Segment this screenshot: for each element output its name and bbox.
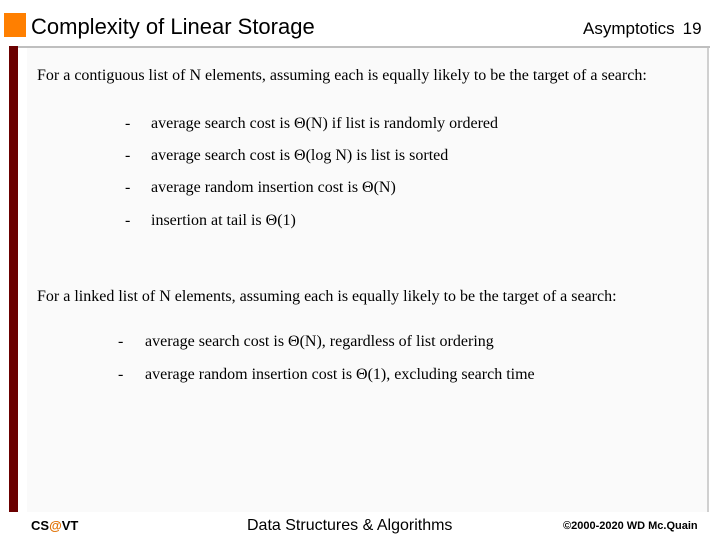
footer-course-label xyxy=(31,518,78,534)
footer-cs: CS xyxy=(31,518,50,533)
bullet-text: average random insertion cost is Θ(N) xyxy=(151,179,396,196)
orange-accent-square xyxy=(4,13,26,37)
footer-course-title: Data Structures & Algorithms xyxy=(247,517,453,534)
contiguous-intro: For a contiguous list of N elements, assuming each is equally likely to be the target of a search: xyxy=(37,67,647,84)
bullet-marker: - xyxy=(125,179,131,196)
left-accent-bar xyxy=(9,46,18,512)
footer-vt: VT xyxy=(61,518,79,533)
slide-title: Complexity of Linear Storage xyxy=(31,14,315,39)
bullet-text: insertion at tail is Θ(1) xyxy=(151,212,296,229)
bullet-marker: - xyxy=(118,366,124,383)
footer-copyright: ©2000-2020 WD Mc.Quain xyxy=(563,520,698,532)
bullet-marker: - xyxy=(125,115,131,132)
bullet-text: average search cost is Θ(N) if list is randomly ordered xyxy=(151,115,498,132)
bullet-marker: - xyxy=(125,212,131,229)
bullet-text: average search cost is Θ(log N) is list is sorted xyxy=(151,147,449,164)
bullet-text: average search cost is Θ(N), regardless of list ordering xyxy=(145,333,494,350)
bullet-marker: - xyxy=(118,333,124,350)
bullet-marker: - xyxy=(125,147,131,164)
footer-at: @ xyxy=(49,518,62,533)
bullet-text: average random insertion cost is Θ(1), excluding search time xyxy=(145,366,535,383)
section-label: Asymptotics xyxy=(583,19,675,38)
slide-header-right xyxy=(583,19,702,39)
slide-number: 19 xyxy=(682,19,702,38)
linked-intro: For a linked list of N elements, assuming each is equally likely to be the target of a search: xyxy=(37,288,617,305)
